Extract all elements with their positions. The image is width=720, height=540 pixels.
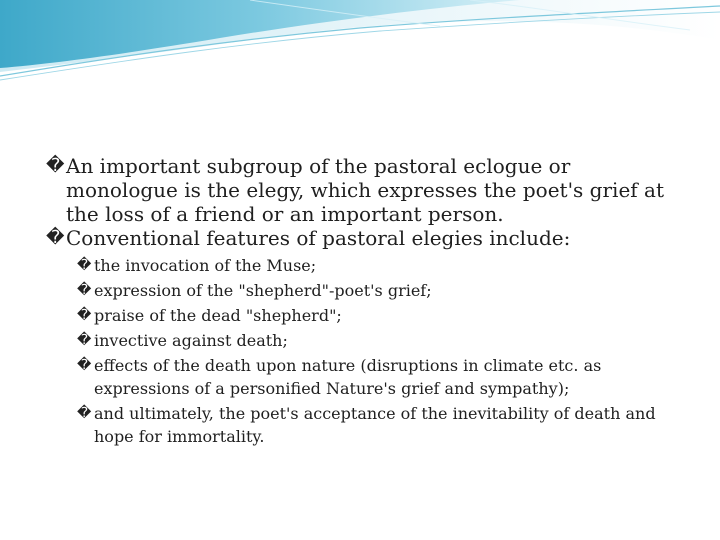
- main-bullet-2: [48, 226, 688, 250]
- sub-bullet-text: and ultimately, the poet's acceptance of the inevitability of death and hope for immortality.: [94, 404, 656, 446]
- sub-bullet-marker-icon: �: [77, 405, 92, 421]
- sub-bullet-text: expression of the "shepherd"-poet's grief;: [94, 281, 432, 300]
- sub-bullet-2: [78, 279, 688, 302]
- main-bullet-text: Conventional features of pastoral elegies include:: [66, 226, 571, 250]
- bullet-marker-icon: �: [46, 155, 65, 176]
- sub-bullet-text: praise of the dead "shepherd";: [94, 306, 342, 325]
- sub-bullet-1: [78, 254, 688, 277]
- sub-bullet-marker-icon: �: [77, 357, 92, 373]
- bullet-marker-icon: �: [46, 227, 65, 248]
- sub-bullet-marker-icon: �: [77, 307, 92, 323]
- main-bullet-text: An important subgroup of the pastoral eclogue or monologue is the elegy, which expresses the poet's grief at the loss of a friend or an important person.: [66, 154, 664, 226]
- sub-bullet-text: effects of the death upon nature (disruptions in climate etc. as expressions of a personified Nature's grief and sympathy);: [94, 356, 602, 398]
- sub-bullet-6: [78, 402, 688, 448]
- sub-bullet-list: [48, 254, 688, 448]
- main-bullet-1: [48, 154, 688, 226]
- sub-bullet-5: [78, 354, 688, 400]
- slide-content: [48, 154, 688, 450]
- sub-bullet-marker-icon: �: [77, 257, 92, 273]
- sub-bullet-3: [78, 304, 688, 327]
- sub-bullet-marker-icon: �: [77, 282, 92, 298]
- sub-bullet-text: the invocation of the Muse;: [94, 256, 317, 275]
- sub-bullet-text: invective against death;: [94, 331, 288, 350]
- sub-bullet-marker-icon: �: [77, 332, 92, 348]
- decorative-wave-header: [0, 0, 720, 90]
- sub-bullet-4: [78, 329, 688, 352]
